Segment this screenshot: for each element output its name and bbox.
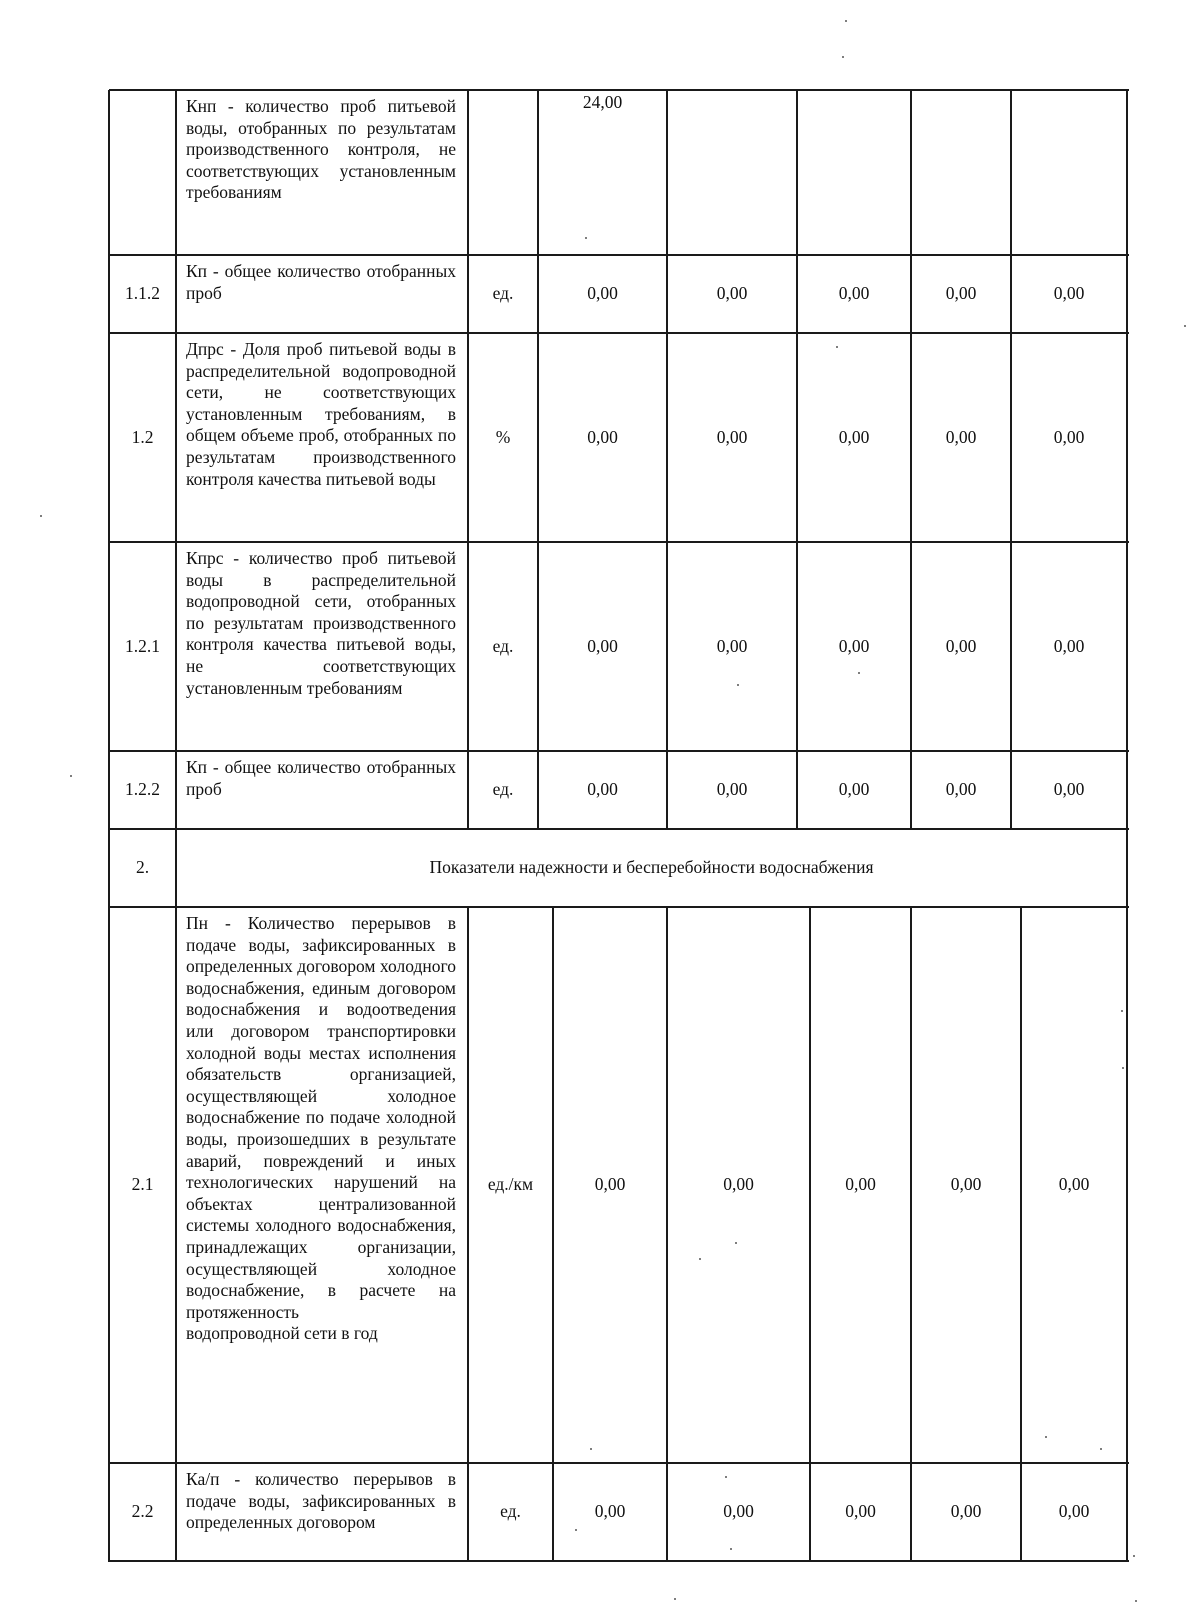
row-number-text: 2.1: [131, 1174, 154, 1195]
value-cell: [1011, 333, 1127, 542]
value-cell-text: 24,00: [582, 92, 623, 112]
scan-speck: [70, 775, 72, 777]
value-cell-text: 0,00: [1053, 283, 1085, 304]
value-cell-text: 0,00: [838, 283, 870, 304]
value-cell: [667, 333, 797, 542]
indicator-description: [186, 261, 456, 304]
value-cell: [538, 542, 667, 751]
value-cell: [797, 255, 911, 333]
value-cell-text: 0,00: [594, 1174, 626, 1195]
value-cell-text: 0,00: [716, 779, 748, 800]
indicator-description-text: Кп - общее количество отобранных проб: [186, 261, 456, 303]
unit-cell: [468, 90, 538, 255]
scan-speck: [725, 1476, 727, 1478]
unit-cell: [468, 1463, 553, 1561]
scan-speck: [737, 684, 739, 686]
value-cell-text: 0,00: [950, 1501, 982, 1522]
value-cell: [667, 255, 797, 333]
value-cell: [911, 333, 1011, 542]
indicator-description: [186, 913, 456, 1345]
scan-speck: [1121, 1010, 1123, 1012]
scan-speck: [1045, 1436, 1047, 1438]
value-cell-text: 0,00: [945, 283, 977, 304]
row-number: [109, 255, 176, 333]
scan-speck: [1100, 1448, 1102, 1450]
value-cell: [797, 333, 911, 542]
value-cell: [911, 907, 1021, 1463]
value-cell-text: 0,00: [587, 426, 618, 447]
scan-speck: [1135, 1600, 1137, 1602]
scan-speck: [858, 672, 860, 674]
unit-cell: [468, 542, 538, 751]
section-title: [176, 829, 1127, 907]
indicator-description: [186, 757, 456, 800]
value-cell: [797, 751, 911, 829]
indicator-description-text: Кпрс - количество проб питьевой воды в распределительной водопроводной сети, отобранных по результатам производственного контроля качества питьевой воды, не соответствующих установленным требованиям: [186, 548, 456, 698]
value-cell-text: 0,00: [716, 426, 748, 447]
indicator-description-text: Кп - общее количество отобранных проб: [186, 757, 456, 799]
scan-speck: [842, 56, 844, 58]
value-cell: [911, 1463, 1021, 1561]
value-cell-text: 0,00: [838, 779, 870, 800]
value-cell: [1021, 907, 1127, 1463]
value-cell: [553, 907, 667, 1463]
value-cell: [538, 751, 667, 829]
value-cell: [797, 542, 911, 751]
value-cell-text: 0,00: [716, 635, 748, 656]
scan-speck: [40, 515, 42, 517]
row-number: [109, 907, 176, 1463]
value-cell: [1011, 90, 1127, 257]
value-cell: [538, 90, 667, 257]
value-cell-text: 0,00: [945, 635, 977, 656]
value-cell: [810, 907, 911, 1463]
scan-speck: [836, 346, 838, 348]
value-cell: [810, 1463, 911, 1561]
scan-speck: [585, 237, 587, 239]
value-cell: [797, 90, 911, 257]
value-cell: [1011, 751, 1127, 829]
unit-cell: [468, 333, 538, 542]
scan-speck: [1122, 1067, 1124, 1069]
unit-cell-text: ед.: [492, 635, 514, 656]
row-number-text: 2.2: [131, 1501, 154, 1522]
value-cell-text: 0,00: [838, 426, 870, 447]
row-number: [109, 90, 176, 255]
scan-speck: [575, 1529, 577, 1531]
scan-speck: [845, 20, 847, 22]
scan-speck: [1133, 1555, 1135, 1557]
indicator-description-text: Ка/п - количество перерывов в подаче воды, зафиксированных в определенных договором: [186, 1469, 456, 1533]
value-cell: [553, 1463, 667, 1561]
scan-speck: [735, 1242, 737, 1244]
value-cell-text: 0,00: [723, 1174, 754, 1195]
section-title-text: Показатели надежности и бесперебойности водоснабжения: [429, 857, 874, 878]
unit-cell: [468, 907, 553, 1463]
indicator-description-text: Дпрс - Доля проб питьевой воды в распределительной водопроводной сети, не соответствующих установленным требованиям, в общем объеме проб, отобранных по результатам производственного контроля качества питьевой воды: [186, 339, 456, 489]
unit-cell: [468, 751, 538, 829]
value-cell-text: 0,00: [1053, 635, 1085, 656]
unit-cell-text: %: [495, 426, 511, 447]
scan-speck: [699, 1258, 701, 1260]
value-cell-text: 0,00: [594, 1501, 626, 1522]
scan-speck: [590, 1448, 592, 1450]
indicator-description: [186, 1469, 456, 1534]
row-number-text: 1.1.2: [125, 283, 160, 304]
value-cell: [911, 751, 1011, 829]
value-cell-text: 0,00: [587, 779, 618, 800]
value-cell: [538, 255, 667, 333]
indicator-description: [186, 339, 456, 490]
unit-cell-text: ед.: [492, 779, 514, 800]
value-cell: [911, 542, 1011, 751]
value-cell-text: 0,00: [845, 1501, 876, 1522]
value-cell-text: 0,00: [587, 635, 618, 656]
row-number-text: 1.2: [131, 426, 154, 447]
value-cell-text: 0,00: [1053, 426, 1085, 447]
value-cell: [911, 90, 1011, 257]
value-cell: [667, 542, 797, 751]
section-number: [109, 829, 176, 907]
value-cell-text: 0,00: [716, 283, 748, 304]
row-number: [109, 542, 176, 751]
value-cell: [667, 751, 797, 829]
value-cell-text: 0,00: [945, 779, 977, 800]
indicator-description-text: Пн - Количество перерывов в подаче воды, зафиксированных в определенных договором холодного водоснабжения, единым договором водоснабжения и водоотведения или договором транспортировки холодной воды местах исполнения обязательств организацией, осуществляющей холодное водоснабжение по подаче холодной воды, произошедших в результате аварий, повреждений и иных технологических нарушений на объектах централизованной системы холодного водоснабжения, принадлежащих организации, осуществляющей холодное водоснабжение, в расчете на протяженность: [186, 913, 456, 1322]
value-cell: [911, 255, 1011, 333]
unit-cell-text: ед.: [492, 283, 514, 304]
value-cell: [1011, 542, 1127, 751]
unit-cell-text: ед./км: [487, 1174, 534, 1195]
value-cell-text: 0,00: [1058, 1501, 1090, 1522]
section-number-text: 2.: [135, 857, 150, 878]
scan-speck: [730, 1548, 732, 1550]
unit-cell: [468, 255, 538, 333]
value-cell: [1011, 255, 1127, 333]
scan-speck: [1184, 325, 1186, 327]
value-cell: [667, 907, 810, 1463]
indicator-description: [186, 96, 456, 204]
value-cell: [667, 1463, 810, 1561]
indicator-description-text: Кнп - количество проб питьевой воды, отобранных по результатам производственного контроля, не соответствующих установленным требованиям: [186, 96, 456, 203]
unit-cell-text: ед.: [500, 1501, 521, 1522]
row-number: [109, 1463, 176, 1561]
value-cell-text: 0,00: [945, 426, 977, 447]
value-cell: [667, 90, 797, 257]
value-cell-text: 0,00: [845, 1174, 876, 1195]
indicator-description-text: водопроводной сети в год: [186, 1323, 378, 1344]
indicator-description: [186, 548, 456, 699]
row-number: [109, 333, 176, 542]
value-cell-text: 0,00: [587, 283, 618, 304]
row-number-text: 1.2.1: [125, 635, 160, 656]
row-number-text: 1.2.2: [125, 779, 160, 800]
value-cell-text: 0,00: [723, 1501, 754, 1522]
value-cell-text: 0,00: [838, 635, 870, 656]
value-cell-text: 0,00: [1053, 779, 1085, 800]
scan-speck: [674, 1598, 676, 1600]
value-cell-text: 0,00: [950, 1174, 982, 1195]
value-cell: [538, 333, 667, 542]
row-number: [109, 751, 176, 829]
value-cell: [1021, 1463, 1127, 1561]
value-cell-text: 0,00: [1058, 1174, 1090, 1195]
